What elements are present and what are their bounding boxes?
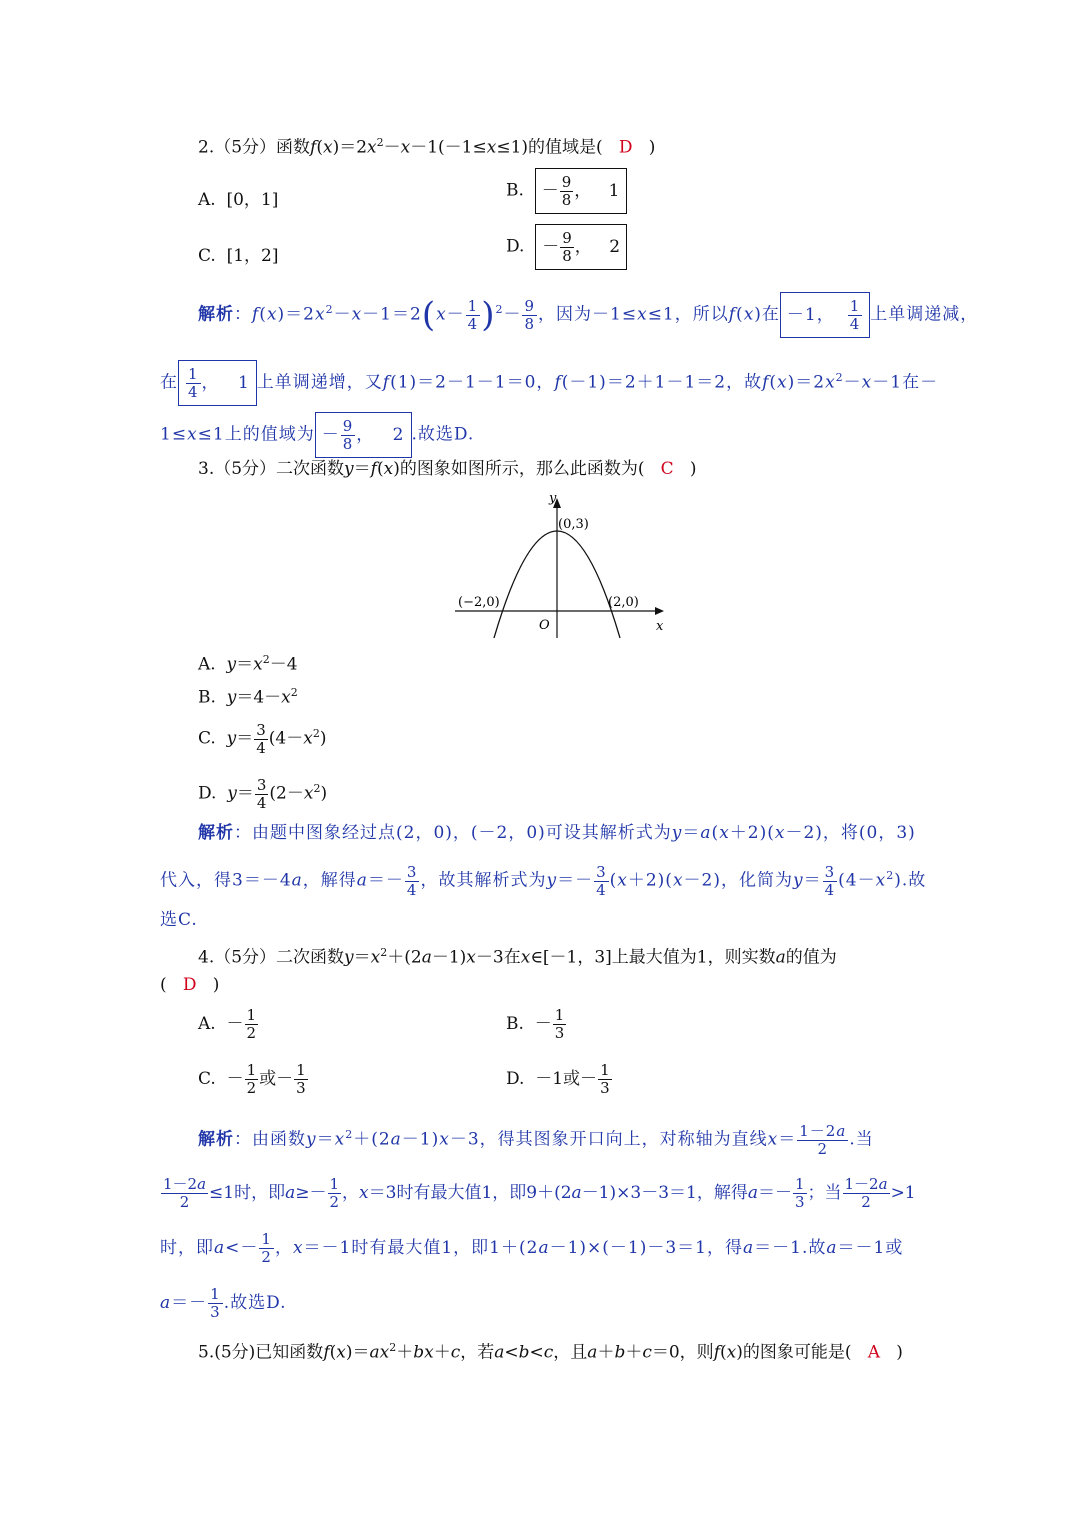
left-root-label: (−2,0) — [458, 595, 500, 610]
q3-solution-line-2: 代入，得3＝－4a，解得a＝－ $\frac{3}{4}$ ，故其解析式为y＝－ $\frac{3}{4}$ (x＋2)(x－2)，化简为y＝ $\frac{3}{4}$ $(4-x^2)$.故 — [160, 862, 927, 899]
q4-solution-line-4: a＝－ $\frac{1}{3}$ .故选D. — [160, 1285, 287, 1321]
origin-label: O — [539, 618, 550, 633]
x-axis-label: x — [656, 619, 664, 634]
q4-option-b: B. － $\frac{1}{3}$ — [506, 1006, 565, 1042]
q2-option-c: C. [1，2] — [198, 246, 279, 266]
q3-parabola-graph — [450, 488, 680, 640]
q4-option-a: A. － $\frac{1}{2}$ — [198, 1006, 257, 1042]
q3-solution-line-1: 解析：由题中图象经过点(2，0)，(－2，0)可设其解析式为y＝a(x＋2)(x－2)，将(0，3) — [198, 823, 916, 843]
vertex-label: (0,3) — [558, 517, 589, 532]
q4-solution-line-1: 解析：由函数$y=x^2+(2a-1)x-3$，得其图象开口向上，对称轴为直线x＝ $\frac{1-2a}{2}$ .当 — [198, 1121, 874, 1158]
q2-option-d: D. － $\frac{9}{8}$ ， 2 — [506, 224, 627, 270]
q4-option-c: C. － $\frac{1}{2}$ 或－ $\frac{1}{3}$ — [198, 1061, 306, 1097]
q2-solution-line-3: 1≤x≤1上的值域为 － $\frac{9}{8}$ ， 2 .故选D. — [160, 412, 474, 458]
q3-option-d: D. y＝ $\frac{3}{4}$ $(2-x^2)$ — [198, 775, 328, 812]
q3-option-a: A. $y=x^2-4$ — [198, 653, 298, 675]
y-axis-label: y — [549, 491, 557, 506]
q2-answer: D — [618, 137, 633, 158]
q3-answer: C — [660, 459, 674, 479]
q2-solution-line-2: 在 $\frac{1}{4}$ ， 1 上单调递增，又f(1)＝2－1－1＝0，f(－1)＝2＋1－1＝2，故$f(x)=2x^2-x-1$在－ — [160, 358, 938, 406]
q5-stem: 5.(5分)已知函数$f(x)=ax^2+bx+c$，若a<b<c，且a＋b＋c＝0，则f(x)的图象可能是( A ) — [198, 1341, 903, 1363]
q4-option-d: D. －1或－ $\frac{1}{3}$ — [506, 1061, 610, 1097]
q4-stem-answer-line: ( D ) — [160, 975, 220, 995]
q2-option-b: B. － $\frac{9}{8}$ ， 1 — [506, 168, 627, 214]
q3-solution-line-3: 选C. — [160, 910, 198, 930]
q2-solution-line-1: 解析：$f(x)=2x^2-x-1=2(x-$ $\frac{1}{4}$ )$^2$－ $\frac{9}{8}$ ，因为－1≤x≤1，所以f(x)在 －1， $\frac{1}{4}$ 上单调递减， — [198, 290, 978, 338]
q4-stem: 4.（5分）二次函数$y=x^2+(2a-1)x-3$在x∈[－1，3]上最大值为1，则实数a的值为 — [198, 946, 837, 968]
q3-option-c: C. y＝ $\frac{3}{4}$ $(4-x^2)$ — [198, 720, 327, 757]
q4-solution-line-2: $\frac{1-2a}{2}$ ≤1时，即a≥－ $\frac{1}{2}$ ，x＝3时有最大值1，即9＋(2a－1)×3－3＝1，解得a＝－ $\frac{1}{3}$ ；当 $\frac{1-2a}{2}$ >1 — [163, 1175, 916, 1211]
x-axis-arrow — [655, 607, 664, 615]
q4-solution-line-3: 时，即a<－ $\frac{1}{2}$ ，x＝－1时有最大值1，即1＋(2a－1)×(－1)－3＝1，得a＝－1.故a＝－1或 — [160, 1230, 904, 1266]
q2-stem: 2.（5分）函数$f(x)=2x^2-x-1(-1\le x\le 1)$的值域是( D ) — [198, 136, 656, 158]
q5-answer: A — [867, 1342, 880, 1363]
q2-option-a: A. [0，1] — [198, 190, 279, 210]
q4-answer: D — [182, 975, 197, 995]
q3-option-b: B. $y=4-x^2$ — [198, 686, 298, 708]
right-root-label: (2,0) — [608, 595, 639, 610]
q3-stem: 3.（5分）二次函数y＝f(x)的图象如图所示，那么此函数为( C ) — [198, 459, 697, 479]
